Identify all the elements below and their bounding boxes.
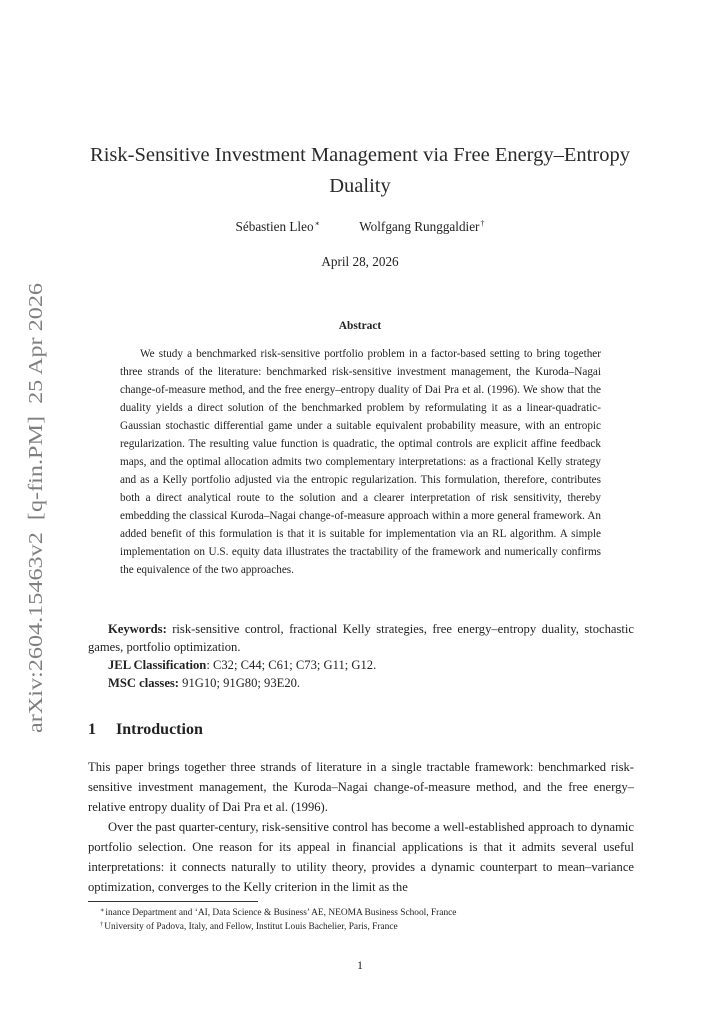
- footnote-1: [100, 905, 456, 919]
- section-number: 1: [88, 721, 96, 738]
- jel-text: : C32; C44; C61; C73; G11; G12.: [206, 658, 377, 672]
- intro-paragraph: This paper brings together three strands of literature in a single tractable framework: benchmarked risk-sensitive investment management, the Kuroda–Nagai change-of-measure method, and the free energy–relative entropy duality of Dai Pra et al. (1996).: [88, 760, 634, 814]
- footnote-mark: ∗: [100, 907, 105, 914]
- intro-paragraph: Over the past quarter-century, risk-sensitive control has become a well-established approach to dynamic portfolio selection. One reason for its appeal in financial applications is that it admits several useful interpretations: it connects naturally to utility theory, provides a dynamic counterpart to mean–variance optimization, converges to the Kelly criterion in the limit as the: [88, 820, 634, 894]
- page-number: 1: [357, 958, 363, 972]
- footnote-text: University of Padova, Italy, and Fellow, Institut Louis Bachelier, Paris, France: [104, 922, 398, 932]
- footnote-text: inance Department and ‘AI, Data Science & Business’ AE, NEOMA Business School, France: [105, 908, 457, 918]
- arxiv-stamp-text: arXiv:2604.15463v2 [q-fin.PM] 25 Apr 2026: [25, 353, 47, 733]
- footnote-rule: [88, 901, 258, 902]
- arxiv-stamp: [2, 275, 58, 735]
- keywords-label: Keywords:: [108, 622, 167, 636]
- footnote-mark: ∗: [314, 219, 320, 228]
- title-line-1: Risk-Sensitive Investment Management via Free Energy–Entropy: [90, 144, 630, 166]
- author-1: [236, 219, 320, 235]
- section-heading: [88, 721, 203, 739]
- footnote-mark: †: [480, 219, 485, 228]
- section-title: Introduction: [116, 721, 203, 738]
- introduction-body: [88, 757, 634, 897]
- title-line-2: Duality: [329, 175, 391, 197]
- paper-title: [60, 140, 660, 202]
- abstract-body: [120, 345, 601, 579]
- paper-date: April 28, 2026: [321, 254, 399, 269]
- footnotes: [100, 905, 456, 933]
- jel-label: JEL Classification: [108, 658, 207, 672]
- keywords-text: risk-sensitive control, fractional Kelly strategies, free energy–entropy duality, stochastic games, portfolio optimization.: [88, 622, 635, 654]
- keywords-line: [88, 620, 634, 656]
- msc-text: 91G10; 91G80; 93E20.: [182, 676, 301, 690]
- msc-line: [88, 674, 634, 692]
- author-name: Wolfgang Runggaldier: [359, 219, 480, 234]
- msc-label: MSC classes:: [108, 676, 180, 690]
- abstract-text: We study a benchmarked risk-sensitive portfolio problem in a factor-based setting to bring together three strands of the literature: benchmarked risk-sensitive investment management, the Kuroda–Nagai change-of-measure method, and the free energy–entropy duality of Dai Pra et al. (1996). We show that the duality yields a direct solution of the benchmarked problem by reformulating it as a linear-quadratic-Gaussian stochastic differential game under a suitable equivalent probability measure, with an entropic regularization. The resulting value function is quadratic, the optimal controls are explicit affine feedback maps, and the optimal allocation admits two complementary interpretations: as a fractional Kelly strategy and as a Kelly portfolio adjusted via the entropic regularization. This formulation, therefore, contributes both a direct analytical route to the solution and a clearer interpretation of risk sensitivity, thereby embedding the classical Kuroda–Nagai change-of-measure approach within a more general framework. An added benefit of this formulation is that it is suitable for implementation via an RL algorithm. A simple implementation on U.S. equity data illustrates the tractability of the framework and numerically confirms the equivalence of the two approaches.: [120, 348, 601, 576]
- jel-line: [88, 656, 634, 674]
- author-name: Sébastien Lleo: [235, 219, 314, 234]
- author-2: [359, 219, 484, 235]
- metadata-block: [88, 620, 634, 692]
- footnote-2: [100, 919, 456, 933]
- abstract-heading: Abstract: [338, 320, 382, 332]
- author-list: [60, 219, 660, 235]
- footnote-mark: †: [100, 921, 104, 928]
